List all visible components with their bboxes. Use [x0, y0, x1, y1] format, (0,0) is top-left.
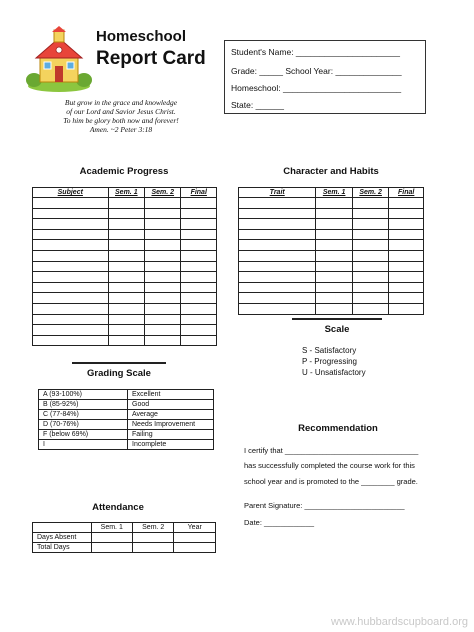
verse-line: To him be glory both now and forever!: [63, 116, 179, 125]
table-cell[interactable]: [108, 198, 144, 209]
table-cell[interactable]: [389, 240, 424, 251]
table-cell[interactable]: [145, 198, 181, 209]
table-cell[interactable]: [108, 261, 144, 272]
table-row: [239, 240, 424, 251]
title-report-card: Report Card: [96, 48, 206, 69]
table-row: [239, 261, 424, 272]
grade-cell: A (93-100%): [39, 390, 128, 400]
table-cell[interactable]: [33, 208, 109, 219]
table-row: [239, 219, 424, 230]
table-cell[interactable]: [389, 219, 424, 230]
table-cell[interactable]: [108, 219, 144, 230]
table-row: [33, 282, 217, 293]
table-cell[interactable]: [108, 314, 144, 325]
character-habits-table: [238, 187, 424, 315]
table-cell[interactable]: [108, 208, 144, 219]
table-cell[interactable]: [145, 335, 181, 346]
table-row: [33, 314, 217, 325]
table-cell[interactable]: [239, 198, 316, 209]
table-row: [39, 410, 214, 420]
column-header: Sem. 1: [316, 188, 353, 198]
attendance-table: [32, 522, 216, 553]
verse-line: But grow in the grace and knowledge: [64, 98, 178, 107]
table-row: [33, 303, 217, 314]
table-cell[interactable]: [108, 325, 144, 336]
table-row: [239, 229, 424, 240]
table-cell[interactable]: [145, 250, 181, 261]
column-header: [33, 523, 92, 533]
column-header: Subject: [33, 188, 109, 198]
grade-description-cell: Failing: [128, 430, 214, 440]
table-cell[interactable]: [239, 272, 316, 283]
table-cell[interactable]: [108, 293, 144, 304]
table-cell[interactable]: [239, 229, 316, 240]
column-header: Sem. 2: [133, 523, 174, 533]
table-cell[interactable]: [145, 219, 181, 230]
table-cell[interactable]: [33, 282, 109, 293]
table-row: [33, 293, 217, 304]
table-cell[interactable]: [352, 229, 389, 240]
table-cell[interactable]: [316, 293, 353, 304]
column-header: Sem. 2: [352, 188, 389, 198]
column-header: Sem. 2: [145, 188, 181, 198]
recommendation-title: Recommendation: [298, 423, 378, 434]
table-cell[interactable]: [174, 543, 216, 553]
table-row: [39, 430, 214, 440]
table-cell[interactable]: [316, 198, 353, 209]
table-cell[interactable]: [145, 240, 181, 251]
table-cell[interactable]: [239, 293, 316, 304]
table-cell[interactable]: [389, 272, 424, 283]
table-cell[interactable]: [108, 303, 144, 314]
table-cell[interactable]: [33, 198, 109, 209]
table-row: [33, 208, 217, 219]
table-cell[interactable]: [33, 293, 109, 304]
table-cell[interactable]: [352, 208, 389, 219]
table-cell[interactable]: [316, 250, 353, 261]
table-cell[interactable]: [316, 303, 353, 314]
character-habits-title: Character and Habits: [283, 166, 379, 177]
table-row: [33, 240, 217, 251]
table-cell[interactable]: [389, 250, 424, 261]
table-cell[interactable]: [352, 282, 389, 293]
table-cell[interactable]: [352, 250, 389, 261]
student-name-field[interactable]: Student's Name: ______________________: [231, 47, 400, 57]
bible-verse: [16, 98, 226, 134]
table-cell[interactable]: [108, 240, 144, 251]
table-cell[interactable]: [352, 219, 389, 230]
table-cell[interactable]: [239, 250, 316, 261]
table-row: [39, 390, 214, 400]
table-cell[interactable]: [33, 219, 109, 230]
table-cell[interactable]: [91, 533, 132, 543]
table-cell[interactable]: [352, 272, 389, 283]
table-row: [39, 440, 214, 450]
promotion-line[interactable]: school year and is promoted to the ________ grade.: [244, 477, 418, 486]
divider: [72, 362, 166, 364]
table-cell[interactable]: [352, 261, 389, 272]
table-cell[interactable]: [389, 303, 424, 314]
table-cell[interactable]: [108, 272, 144, 283]
table-cell[interactable]: [181, 198, 217, 209]
table-cell[interactable]: [181, 282, 217, 293]
table-cell[interactable]: [145, 293, 181, 304]
table-cell[interactable]: [316, 272, 353, 283]
scale-title: Scale: [324, 324, 350, 335]
scale-item: S - Satisfactory: [302, 346, 357, 355]
table-cell[interactable]: [133, 543, 174, 553]
table-row: [33, 272, 217, 283]
attendance-title: Attendance: [92, 502, 144, 513]
table-cell[interactable]: [145, 314, 181, 325]
table-cell[interactable]: [316, 219, 353, 230]
grading-scale-table: [38, 389, 214, 450]
table-cell[interactable]: [91, 543, 132, 553]
table-row: [239, 293, 424, 304]
table-row: [239, 250, 424, 261]
table-cell[interactable]: [352, 303, 389, 314]
table-row: [39, 420, 214, 430]
certify-line[interactable]: I certify that ________________________________: [244, 446, 419, 455]
table-cell[interactable]: [33, 250, 109, 261]
table-cell[interactable]: [389, 261, 424, 272]
grade-description-cell: Average: [128, 410, 214, 420]
divider: [292, 318, 382, 320]
row-label: Days Absent: [33, 533, 92, 543]
table-cell[interactable]: [145, 208, 181, 219]
grading-scale-title: Grading Scale: [87, 368, 151, 379]
table-cell[interactable]: [239, 240, 316, 251]
row-label: Total Days: [33, 543, 92, 553]
grade-cell: D (70-76%): [39, 420, 128, 430]
table-cell[interactable]: [181, 335, 217, 346]
table-row: [33, 325, 217, 336]
table-row: [33, 250, 217, 261]
column-header: Final: [389, 188, 424, 198]
table-cell[interactable]: [145, 282, 181, 293]
scale-item: U - Unsatisfactory: [302, 368, 366, 377]
table-cell[interactable]: [108, 250, 144, 261]
table-cell[interactable]: [239, 219, 316, 230]
table-row: [39, 400, 214, 410]
table-cell[interactable]: [389, 293, 424, 304]
table-row: [239, 272, 424, 283]
grade-cell: C (77-84%): [39, 410, 128, 420]
table-cell[interactable]: [33, 314, 109, 325]
column-header: Final: [181, 188, 217, 198]
grade-description-cell: Excellent: [128, 390, 214, 400]
table-row: [239, 303, 424, 314]
grade-description-cell: Incomplete: [128, 440, 214, 450]
academic-progress-table: [32, 187, 217, 346]
table-cell[interactable]: [145, 229, 181, 240]
table-cell[interactable]: [33, 303, 109, 314]
table-row: [33, 229, 217, 240]
table-cell[interactable]: [316, 261, 353, 272]
table-cell[interactable]: [352, 198, 389, 209]
table-cell[interactable]: [181, 219, 217, 230]
table-row: [239, 198, 424, 209]
table-cell[interactable]: [389, 282, 424, 293]
table-cell[interactable]: [145, 325, 181, 336]
parent-signature-field[interactable]: Parent Signature: ________________________: [244, 501, 405, 510]
table-cell[interactable]: [352, 293, 389, 304]
grade-school-year-field[interactable]: Grade: _____ School Year: ______________: [231, 66, 402, 76]
table-cell[interactable]: [239, 282, 316, 293]
table-row: [33, 219, 217, 230]
table-cell[interactable]: [133, 533, 174, 543]
verse-line: of our Lord and Savior Jesus Christ.: [66, 107, 176, 116]
column-header: Sem. 1: [108, 188, 144, 198]
table-cell[interactable]: [33, 229, 109, 240]
table-row: [33, 543, 216, 553]
table-row: [239, 208, 424, 219]
table-cell[interactable]: [181, 293, 217, 304]
table-cell[interactable]: [239, 261, 316, 272]
table-cell[interactable]: [181, 208, 217, 219]
date-field[interactable]: Date: ____________: [244, 518, 315, 527]
table-row: [239, 282, 424, 293]
table-cell[interactable]: [108, 335, 144, 346]
grade-cell: B (85-92%): [39, 400, 128, 410]
footer-website: www.hubbardscupboard.org: [331, 616, 468, 628]
scale-item: P - Progressing: [302, 357, 357, 366]
table-cell[interactable]: [33, 335, 109, 346]
table-cell[interactable]: [181, 261, 217, 272]
table-cell[interactable]: [239, 208, 316, 219]
table-cell[interactable]: [108, 282, 144, 293]
table-cell[interactable]: [181, 272, 217, 283]
table-cell[interactable]: [145, 303, 181, 314]
table-cell[interactable]: [316, 282, 353, 293]
student-info-box: [224, 40, 426, 114]
column-header: Year: [174, 523, 216, 533]
table-row: [33, 533, 216, 543]
table-cell[interactable]: [181, 303, 217, 314]
completion-line: has successfully completed the course work for this: [244, 461, 415, 470]
homeschool-field[interactable]: Homeschool: _________________________: [231, 83, 402, 93]
table-cell[interactable]: [33, 325, 109, 336]
table-cell[interactable]: [181, 314, 217, 325]
table-cell[interactable]: [239, 303, 316, 314]
table-cell[interactable]: [389, 198, 424, 209]
table-cell[interactable]: [316, 208, 353, 219]
table-cell[interactable]: [316, 229, 353, 240]
table-cell[interactable]: [145, 272, 181, 283]
verse-line: Amen. ~2 Peter 3:18: [89, 125, 153, 134]
grade-description-cell: Good: [128, 400, 214, 410]
table-cell[interactable]: [33, 272, 109, 283]
table-cell[interactable]: [181, 229, 217, 240]
table-row: [33, 198, 217, 209]
table-cell[interactable]: [108, 229, 144, 240]
table-row: [33, 335, 217, 346]
state-field[interactable]: State: ______: [231, 100, 284, 110]
table-cell[interactable]: [316, 240, 353, 251]
table-cell[interactable]: [174, 533, 216, 543]
table-cell[interactable]: [389, 229, 424, 240]
grade-cell: F (below 69%): [39, 430, 128, 440]
grade-cell: I: [39, 440, 128, 450]
grade-description-cell: Needs Improvement: [128, 420, 214, 430]
table-cell[interactable]: [181, 325, 217, 336]
table-cell[interactable]: [181, 250, 217, 261]
schoolhouse-illustration: [26, 26, 92, 92]
table-cell[interactable]: [352, 240, 389, 251]
table-cell[interactable]: [389, 208, 424, 219]
table-row: [33, 261, 217, 272]
table-cell[interactable]: [181, 240, 217, 251]
table-cell[interactable]: [33, 261, 109, 272]
column-header: Trait: [239, 188, 316, 198]
table-cell[interactable]: [33, 240, 109, 251]
column-header: Sem. 1: [91, 523, 132, 533]
title-homeschool: Homeschool: [96, 28, 187, 45]
academic-progress-title: Academic Progress: [79, 166, 169, 177]
table-cell[interactable]: [145, 261, 181, 272]
